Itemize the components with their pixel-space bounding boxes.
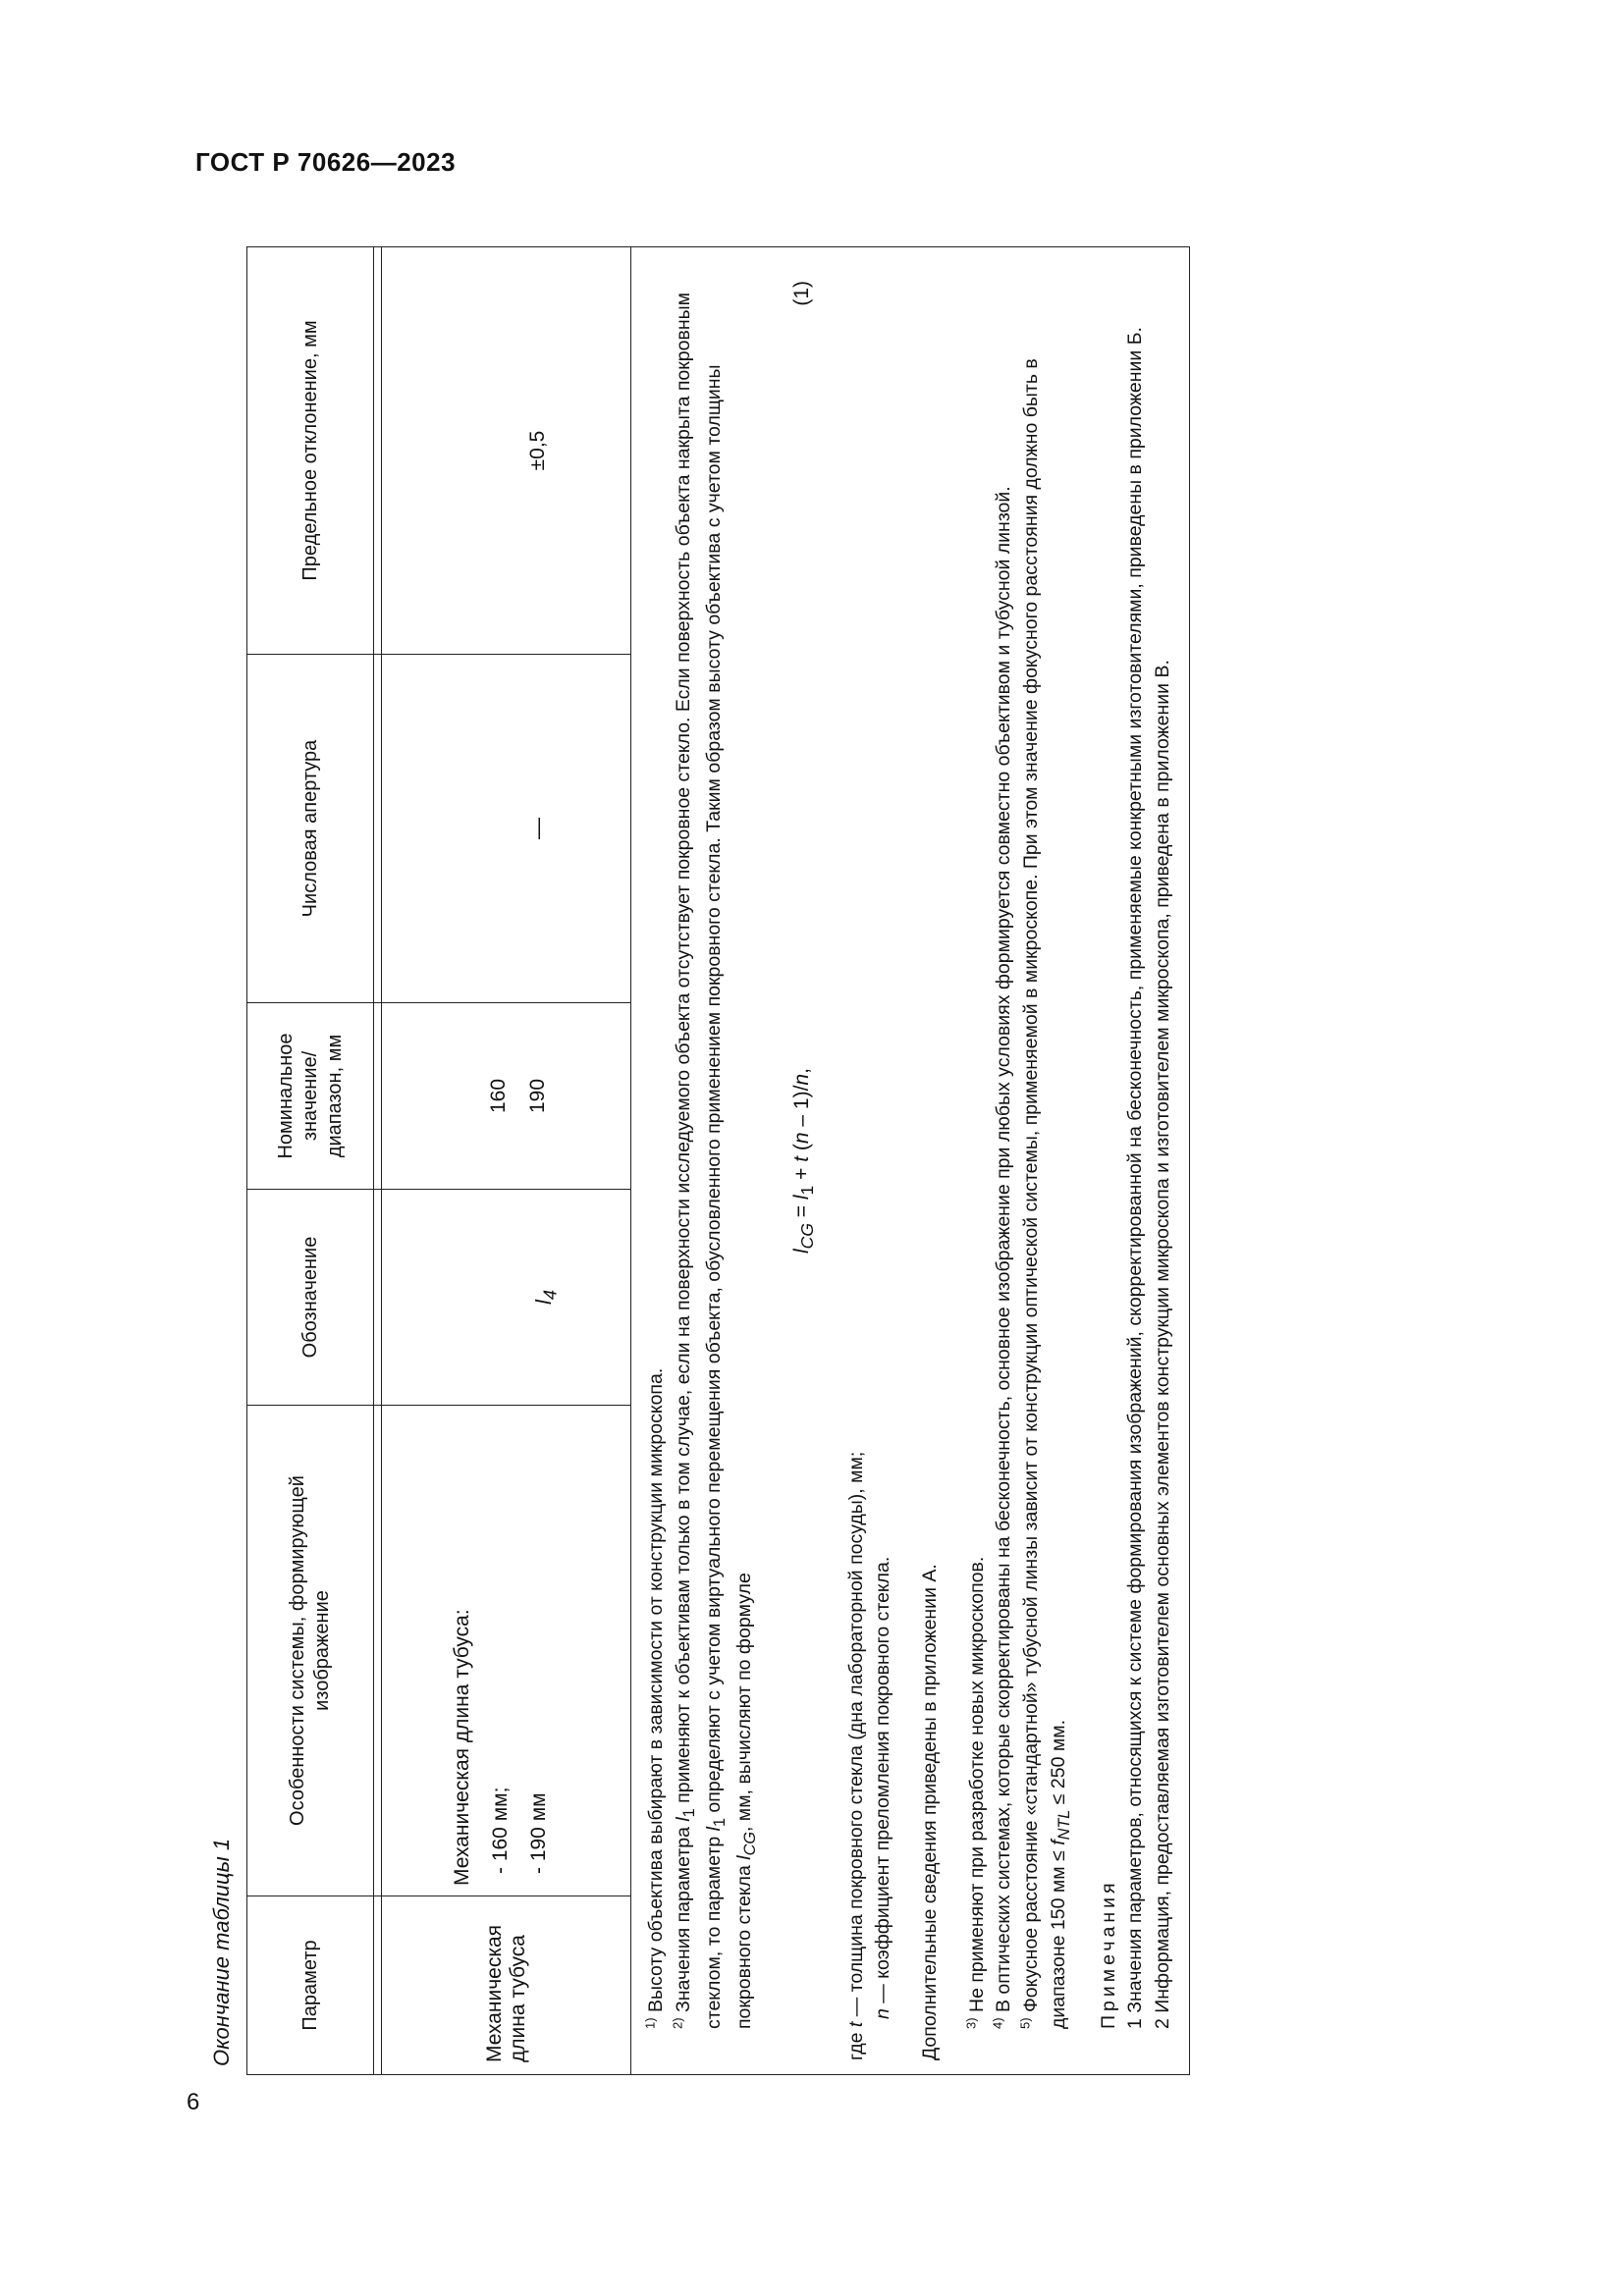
page-number: 6: [187, 2089, 200, 2115]
footnote-1: $^{1)}$ Высоту объектива выбирают в зависимости от конструкции микроскопа.: [642, 1367, 667, 2029]
formula-number: (1): [789, 281, 813, 306]
column-header: Особенности системы, формирующей изображение: [247, 1406, 374, 1896]
footnote-3: $^{3)}$ Не применяют при разработке новых микроскопов.: [963, 1556, 988, 2029]
where-t: где t — толщина покровного стекла (дна лабораторной посуды), мм;: [844, 1451, 867, 2060]
formula: [787, 261, 820, 2060]
notes-cell: [631, 247, 1190, 2075]
remarks-title: Примечания: [1097, 1879, 1119, 2029]
feature-item: - 190 мм: [527, 1792, 551, 1874]
table-header-row: [247, 247, 374, 2075]
header-separator: [374, 247, 382, 2075]
designation-symbol: $l_4$: [530, 1289, 561, 1306]
table-row: [382, 247, 631, 2075]
remark-1: 1 Значения параметров, относящихся к системе формирования изображений, скорректированной на бесконечность, применяемые конкретными изготовителями, приведены в приложении Б.: [1124, 327, 1147, 2029]
footnote-4: $^{4)}$ В оптических системах, которые скорректированы на бесконечность, основное изображение при любых условиях формируется совместно объективом и тубусной линзой.: [990, 486, 1015, 2029]
feature-item: - 160 мм;: [488, 1787, 512, 1874]
footnote-2: $^{2)}$ Значения параметра $l_1$ применяют к объективам только в том случае, если на поверхности исследуемого объекта отсутствует покровное стекло. Если поверхность объекта накрыта покровным стеклом, то параметр $l_1$ определяют с учетом виртуального перемещения объекта, обусловленного применением покровного стекла. Таким образом высоту объектива с учетом толщины покровного стекла $l_{CG}$, мм, вычисляют по формуле: [670, 292, 759, 2029]
parameter-cell: Механическая длина тубуса: [382, 1896, 631, 2075]
remark-2: 2 Информация, предоставляемая изготовителем основных элементов конструкции микроскопа и изготовителем микроскопа, приведена в приложении В.: [1152, 660, 1174, 2029]
tolerance-cell: ±0,5: [382, 247, 631, 655]
designation-cell: [382, 1190, 631, 1406]
table-caption: Окончание таблицы 1: [209, 1838, 234, 2066]
rotated-table-block: [246, 247, 1255, 2075]
notes-row: [631, 247, 1190, 2075]
feature-cell: [382, 1406, 631, 1896]
nominal-value: 190: [526, 1078, 549, 1114]
where-n: n — коэффициент преломления покровного стекла.: [872, 1556, 894, 2019]
column-header: Предельное отклонение, мм: [247, 247, 374, 655]
additional-info: Дополнительные сведения приведены в приложении А.: [918, 1564, 941, 2060]
spec-table: [246, 246, 1190, 2075]
standard-header: ГОСТ Р 70626—2023: [195, 147, 457, 177]
feature-title: Механическая длина тубуса:: [450, 1609, 473, 1886]
column-header: Числовая апертура: [247, 655, 374, 1003]
nominal-value: 160: [487, 1078, 510, 1114]
column-header: Номинальное значение/ диапазон, мм: [247, 1003, 374, 1190]
footnote-5: $^{5)}$ Фокусное расстояние «стандартной» тубусной линзы зависит от конструкции оптической системы, применяемой в микроскопе. При этом значение фокусного расстояния должно быть в диапазоне 150 мм ≤ $f_{NTL} \le 250$ мм.: [1017, 358, 1073, 2029]
nominal-cell: [382, 1003, 631, 1190]
column-header: Обозначение: [247, 1190, 374, 1406]
formula-expression: $l_{CG} = l_1 + t$ (n – 1)/n,: [789, 1068, 817, 1254]
column-header: Параметр: [247, 1896, 374, 2075]
aperture-cell: —: [382, 655, 631, 1003]
